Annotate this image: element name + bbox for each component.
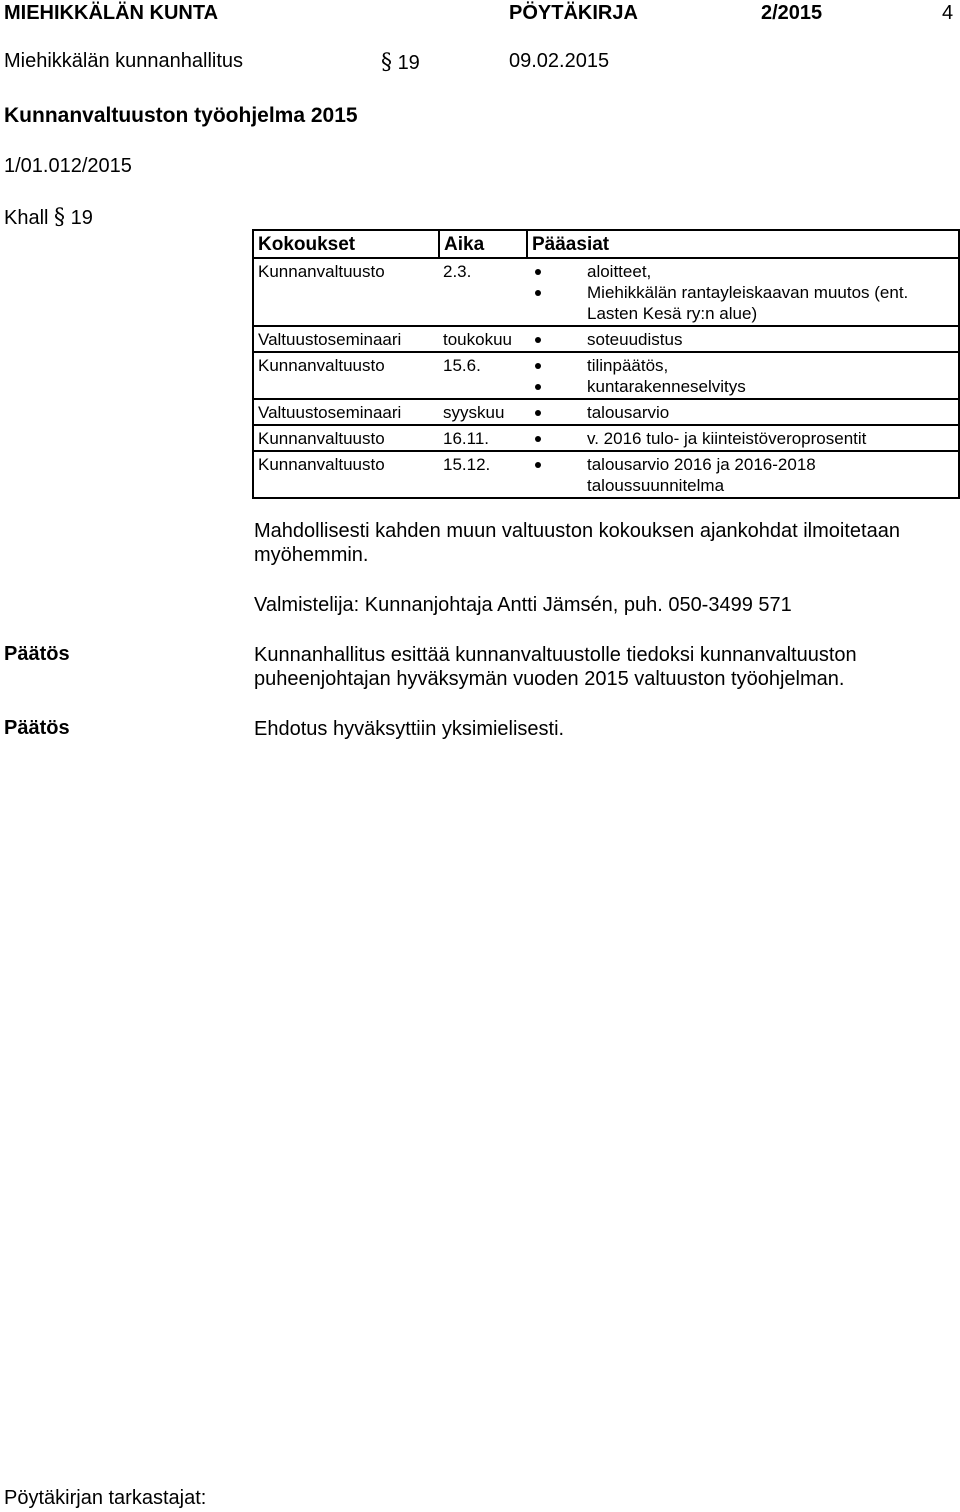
topic-item: tilinpäätös, (531, 355, 954, 376)
table-row (253, 258, 959, 326)
table-row (253, 451, 959, 498)
topic-item: talousarvio (531, 402, 954, 423)
proposal-label: Päätös (4, 643, 70, 665)
schedule-note: Mahdollisesti kahden muun valtuuston kokouksen ajankohdat ilmoitetaan myöhemmin. (254, 520, 900, 566)
column-header-topics: Pääasiat (527, 230, 959, 258)
meeting-schedule-table (252, 229, 960, 499)
time-cell: toukokuu (439, 326, 527, 352)
topics-cell (527, 451, 959, 498)
meeting-cell: Kunnanvaltuusto (253, 352, 439, 399)
meeting-cell: Valtuustoseminaari (253, 326, 439, 352)
meeting-cell: Valtuustoseminaari (253, 399, 439, 425)
topic-item: Miehikkälän rantayleiskaavan muutos (ent. Lasten Kesä ry:n alue) (531, 282, 954, 324)
column-header-time: Aika (439, 230, 527, 258)
meeting-date: 09.02.2015 (509, 50, 610, 72)
reference-number: 19 (70, 207, 93, 229)
governing-body: Miehikkälän kunnanhallitus (4, 50, 244, 72)
decision-label: Päätös (4, 717, 70, 739)
section-reference (381, 50, 420, 75)
topic-item: soteuudistus (531, 329, 954, 350)
section-symbol: § (54, 205, 66, 230)
topics-cell (527, 399, 959, 425)
topics-cell (527, 258, 959, 326)
topic-item: talousarvio 2016 ja 2016-2018 taloussuunnitelma (531, 454, 954, 496)
table-row (253, 326, 959, 352)
table-header-row (253, 230, 959, 258)
time-cell: 16.11. (439, 425, 527, 451)
municipality-name: MIEHIKKÄLÄN KUNTA (4, 2, 219, 24)
page-title: Kunnanvaltuuston työohjelma 2015 (4, 104, 358, 127)
topics-cell (527, 352, 959, 399)
table-row (253, 399, 959, 425)
table-row (253, 352, 959, 399)
proposal-text: Kunnanhallitus esittää kunnanvaltuustolle tiedoksi kunnanvaltuuston puheenjohtajan hyväksymän vuoden 2015 valtuuston työohjelman. (254, 644, 857, 690)
topic-item: v. 2016 tulo- ja kiinteistöveroprosentit (531, 428, 954, 449)
time-cell: syyskuu (439, 399, 527, 425)
column-header-meetings: Kokoukset (253, 230, 439, 258)
time-cell: 2.3. (439, 258, 527, 326)
decision-text: Ehdotus hyväksyttiin yksimielisesti. (254, 718, 565, 740)
topics-cell (527, 326, 959, 352)
previous-reference (4, 205, 93, 230)
diary-number: 1/01.012/2015 (4, 155, 132, 177)
meeting-cell: Kunnanvaltuusto (253, 451, 439, 498)
meeting-cell: Kunnanvaltuusto (253, 258, 439, 326)
topics-cell (527, 425, 959, 451)
section-number: 19 (397, 52, 420, 74)
table-row (253, 425, 959, 451)
time-cell: 15.12. (439, 451, 527, 498)
meeting-cell: Kunnanvaltuusto (253, 425, 439, 451)
document-number: 2/2015 (761, 2, 823, 24)
document-type: PÖYTÄKIRJA (509, 2, 638, 24)
reference-label: Khall (4, 207, 49, 229)
page-number: 4 (942, 2, 954, 24)
preparer-line: Valmistelija: Kunnanjohtaja Antti Jämsén, puh. 050-3499 571 (254, 594, 792, 616)
topic-item: kuntarakenneselvitys (531, 376, 954, 397)
topic-item: aloitteet, (531, 261, 954, 282)
section-symbol: § (381, 50, 392, 75)
minutes-checkers-label: Pöytäkirjan tarkastajat: (4, 1487, 207, 1509)
time-cell: 15.6. (439, 352, 527, 399)
